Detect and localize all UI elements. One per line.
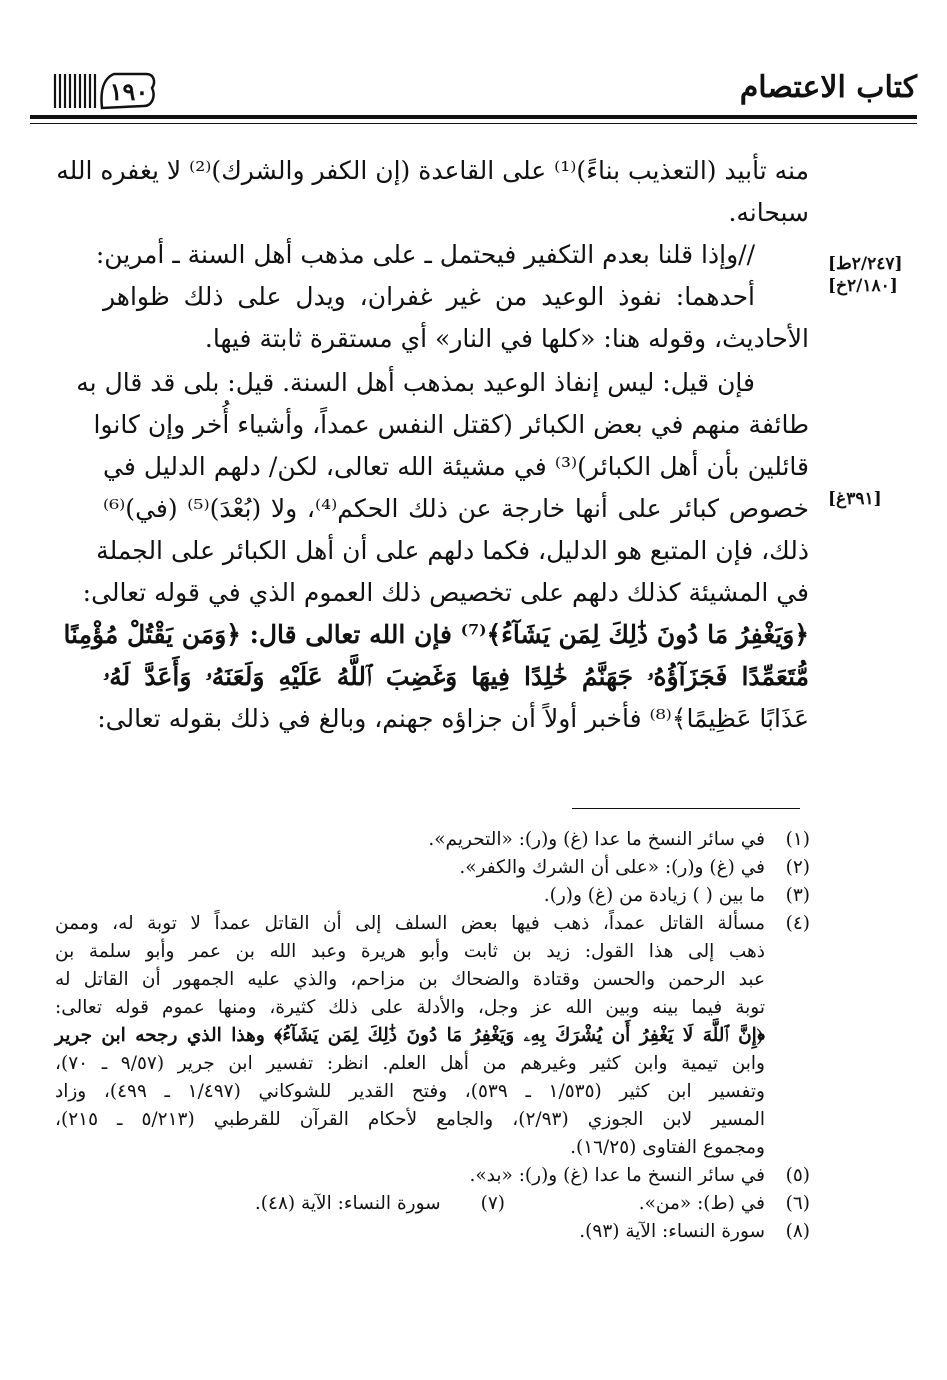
footnote-number: (٨)	[785, 1221, 810, 1242]
page-number-ornament	[52, 60, 156, 110]
margin-note-tabaa: [٢/٢٤٧ط]	[828, 254, 903, 274]
text-line: أحدهما: نفوذ الوعيد من غير غفران، ويدل على ذلك ظواهر	[103, 282, 755, 311]
header-rule	[30, 115, 917, 119]
text-line-quran: مُّتَعَمِّدًا فَجَزَآؤُهُۥ جَهَنَّمُ خَٰلِدًا فِيهَا وَغَضِبَ ٱللَّهُ عَلَيْهِ وَلَعَنَهُۥ وَأَعَدَّ لَهُۥ	[103, 662, 809, 691]
footnote	[55, 1218, 810, 1246]
text-line: في المشيئة كذلك دلهم على تخصيص ذلك العموم الذي في قوله تعالى:	[82, 578, 809, 607]
footnote-number: (٤)	[785, 913, 810, 934]
text-line: //وإذا قلنا بعدم التكفير فيحتمل ـ على مذهب أهل السنة ـ أمرين:	[95, 240, 755, 269]
footnote-text: ما بين ( ) زيادة من (غ) و(ر).	[543, 885, 765, 906]
footnote-text: عبد الرحمن والحسن وقتادة والضحاك بن مزاحم، والذي عليه الجمهور أن القاتل له	[55, 969, 765, 990]
footnote-text: سورة النساء: الآية (٤٨).	[254, 1193, 441, 1214]
footnote-number: (٦)	[785, 1193, 810, 1214]
footnote-text: في (ط): «من».	[638, 1193, 765, 1214]
footnote-text: وتفسير ابن كثير (١/٥٣٥ ـ ٥٣٩)، وفتح القدير للشوكاني (١/٤٩٧ ـ ٤٩٩)، وزاد	[55, 1081, 765, 1102]
footnote-number: (٧)	[480, 1193, 505, 1214]
footnote-text: في سائر النسخ ما عدا (غ) و(ر): «بد».	[469, 1165, 765, 1186]
page-number: ١٩٠	[109, 77, 149, 106]
footnote-text: وابن تيمية وابن كثير وغيرهم من أهل العلم. انظر: تفسير ابن جرير (٩/٥٧ ـ ٧٠)،	[55, 1053, 765, 1074]
footnote-pair	[55, 1190, 810, 1218]
text-line: خصوص كبائر على أنها خارجة عن ذلك الحكم⁽⁴⁾، ولا (بُعْدَ)⁽⁵⁾ (في)⁽⁶⁾	[103, 494, 809, 523]
header-rule-thin	[30, 123, 917, 124]
margin-note-ghayn: [٣٩١غ]	[828, 489, 882, 509]
footnote-number: (١)	[785, 829, 810, 850]
footnote	[55, 910, 810, 1162]
text-line: الأحاديث، وقوله هنا: «كلها في النار» أي مستقرة ثابتة فيها.	[204, 324, 809, 353]
footnote	[55, 826, 810, 854]
text-line: سبحانه.	[728, 198, 809, 227]
footnote-text-quran: ﴿إِنَّ ٱللَّهَ لَا يَغْفِرُ أَن يُشْرَكَ بِهِۦ وَيَغْفِرُ مَا دُونَ ذَٰلِكَ لِمَن يَشَآءُ﴾ وهذا الذي رجحه ابن جرير	[55, 1025, 765, 1046]
footnote-text: في (غ) و(ر): «على أن الشرك والكفر».	[459, 857, 765, 878]
footnote-text: في سائر النسخ ما عدا (غ) و(ر): «التحريم».	[428, 829, 765, 850]
footnote-text: توبة فيما بينه وبين الله عز وجل، والأدلة على ذلك كثيرة، ومنها عموم قوله تعالى:	[55, 997, 765, 1018]
footnote-text: ذهب إلى هذا القول: زيد بن ثابت وأبو هريرة وعبد الله بن عمر وأبو سلمة بن	[55, 941, 765, 962]
footnote	[55, 882, 810, 910]
footnote-separator	[572, 808, 800, 809]
text-line: منه تأبيد (التعذيب بناءً)⁽¹⁾ على القاعدة (إن الكفر والشرك)⁽²⁾ لا يغفره الله	[56, 156, 809, 185]
text-line-quran: ﴿وَيَغْفِرُ مَا دُونَ ذَٰلِكَ لِمَن يَشَآءُ﴾⁽⁷⁾ فإن الله تعالى قال: ﴿وَمَن يَقْتُلْ مُؤْمِنًا	[63, 620, 809, 649]
text-line: طائفة منهم في بعض الكبائر (كقتل النفس عمداً، وأشياء أُخر وإن كانوا	[93, 410, 809, 439]
footnote-pair-row	[55, 1190, 765, 1218]
footnote-text: ومجموع الفتاوى (١٦/٢٥).	[570, 1137, 765, 1158]
footnote-number: (٥)	[785, 1165, 810, 1186]
footnote-text: سورة النساء: الآية (٩٣).	[579, 1221, 765, 1242]
footnote-text: المسير لابن الجوزي (٢/٩٣)، والجامع لأحكام القرآن للقرطبي (٥/٢١٣ ـ ٢١٥)،	[55, 1109, 765, 1130]
text-line: عَذَابًا عَظِيمًا﴾⁽⁸⁾ فأخبر أولاً أن جزاؤه جهنم، وبالغ في ذلك بقوله تعالى:	[97, 704, 809, 733]
footnote-number: (٣)	[785, 885, 810, 906]
footnote-number: (٢)	[785, 857, 810, 878]
footnote	[55, 854, 810, 882]
running-title: كتاب الاعتصام	[739, 70, 917, 105]
footnotes	[55, 826, 810, 1246]
footnote-text: مسألة القاتل عمداً، ذهب فيها بعض السلف إلى أن القاتل عمداً لا توبة له، وممن	[55, 913, 765, 934]
text-line: فإن قيل: ليس إنفاذ الوعيد بمذهب أهل السنة. قيل: بلى قد قال به	[76, 368, 755, 397]
footnote	[55, 1162, 810, 1190]
margin-note-khatt: [٢/١٨٠خ]	[828, 276, 898, 296]
main-text	[56, 150, 810, 740]
text-line: قائلين بأن أهل الكبائر)⁽³⁾ في مشيئة الله تعالى، لكن/ دلهم الدليل في	[103, 452, 810, 481]
text-line: ذلك، فإن المتبع هو الدليل، فكما دلهم على أن أهل الكبائر على الجملة	[96, 536, 809, 565]
